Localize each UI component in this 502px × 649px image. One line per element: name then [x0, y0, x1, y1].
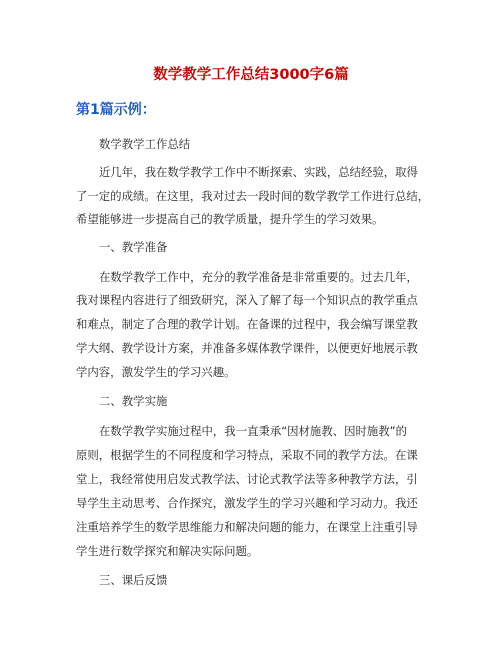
part2-line: 在数学教学实施过程中，我一直秉承“因材施教、因时施教”的 — [99, 424, 407, 438]
intro-line: 希望能够进一步提高自己的教学质量，提升学生的学习效果。 — [76, 212, 384, 226]
part3-heading: 三、课后反馈 — [99, 573, 168, 587]
part1-heading: 一、教学准备 — [99, 240, 168, 254]
document-title: 数学教学工作总结3000字6篇 — [153, 67, 349, 83]
part1-line: 学大纲、教学设计方案，并准备多媒体教学课件，以便更好地展示教 — [76, 341, 418, 355]
part2-line: 堂上，我经常使用启发式教学法、讨论式教学法等多种教学方法，引 — [76, 472, 418, 486]
part1-line: 和难点，制定了合理的教学计划。在备课的过程中，我会编写课堂教 — [76, 317, 418, 331]
part1-line: 在数学教学工作中，充分的教学准备是非常重要的。过去几年， — [99, 270, 418, 284]
part2-line: 学生进行数学探究和解决实际问题。 — [76, 544, 259, 558]
part2-heading: 二、教学实施 — [99, 394, 168, 408]
intro-line: 了一定的成绩。在这里，我对过去一段时间的数学教学工作进行总结， — [76, 189, 430, 203]
part2-line: 原则，根据学生的不同程度和学习特点，采取不同的教学方法。在课 — [76, 448, 418, 462]
part2-line: 注重培养学生的数学思维能力和解决问题的能力，在课堂上注重引导 — [76, 520, 418, 534]
intro-line: 近几年，我在数学教学工作中不断探索、实践，总结经验，取得 — [99, 165, 418, 179]
subtitle: 数学教学工作总结 — [99, 137, 191, 151]
part1-line: 学内容，激发学生的学习兴趣。 — [76, 365, 236, 379]
part1-line: 我对课程内容进行了细致研究，深入了解了每一个知识点的教学重点 — [76, 293, 418, 307]
section-heading: 第1篇示例： — [76, 102, 156, 118]
part2-line: 导学生主动思考、合作探究，激发学生的学习兴趣和学习动力。我还 — [76, 496, 418, 510]
